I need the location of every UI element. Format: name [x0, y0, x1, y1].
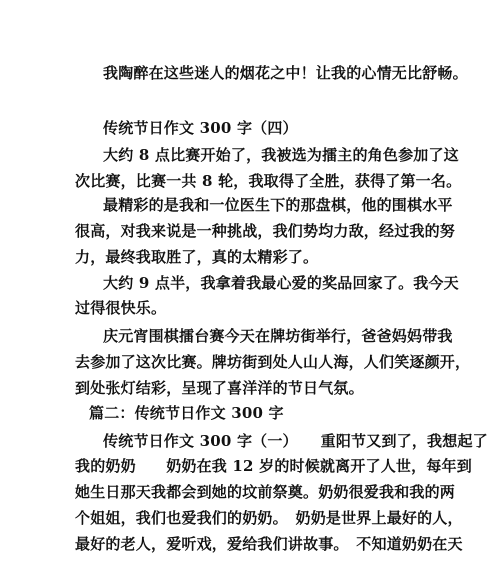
- text-line: 我的奶奶 奶奶在我 12 岁的时候就离开了人世，每年到: [75, 457, 472, 475]
- text-line: 庆元宵围棋擂台赛今天在牌坊街举行，爸爸妈妈带我: [103, 327, 453, 345]
- text-line: 过得很快乐。: [75, 299, 167, 317]
- text-line: 最好的老人，爱听戏，爱给我们讲故事。 不知道奶奶在天: [75, 535, 463, 553]
- text-line: 最精彩的是我和一位医生下的那盘棋，他的围棋水平: [103, 196, 453, 214]
- section-heading: 篇二：传统节日作文 300 字: [89, 404, 284, 422]
- text-line: 力，最终我取胜了，真的太精彩了。: [75, 248, 319, 266]
- section-heading: 传统节日作文 300 字（四）: [103, 119, 298, 137]
- text-line: 很高，对我来说是一种挑战，我们势均力敌，经过我的努: [75, 222, 456, 240]
- text-line: 大约 8 点比赛开始了，我被选为擂主的角色参加了这: [103, 146, 459, 164]
- text-line: 个姐姐，我们也爱我们的奶奶。 奶奶是世界上最好的人，: [75, 509, 463, 527]
- text-line: 传统节日作文 300 字（一） 重阳节又到了，我想起了: [103, 432, 488, 450]
- text-line: 去参加了这次比赛。牌坊街到处人山人海，人们笑逐颜开，: [75, 353, 471, 371]
- text-line: 到处张灯结彩，呈现了喜洋洋的节日气氛。: [75, 379, 364, 397]
- text-line: 她生日那天我都会到她的坟前祭奠。奶奶很爱我和我的两: [75, 483, 456, 501]
- text-line: 大约 9 点半，我拿着我最心爱的奖品回家了。我今天: [103, 274, 459, 292]
- text-line: 我陶醉在这些迷人的烟花之中！让我的心情无比舒畅。: [103, 64, 468, 82]
- text-line: 次比赛，比赛一共 8 轮，我取得了全胜，获得了第一名。: [75, 172, 462, 190]
